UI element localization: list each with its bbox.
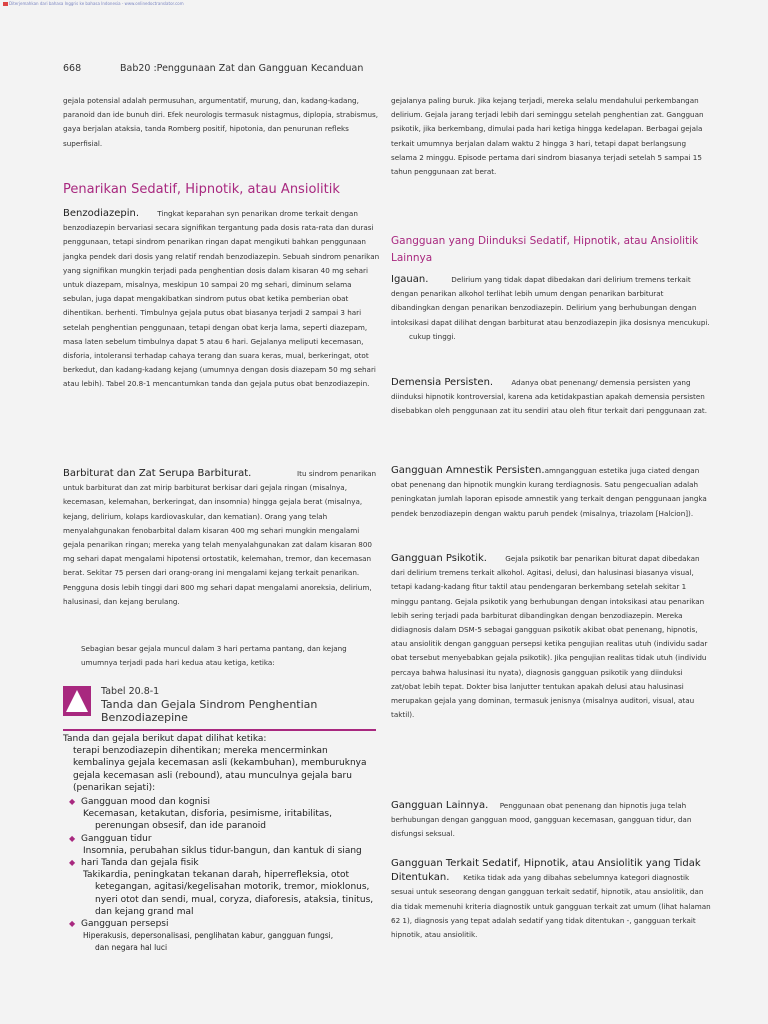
igauan-paragraph: Igauan. Delirium yang tidak dapat dibedakan dari delirium tremens terkait dengan penarikan alkohol terlihat lebih umum dengan penarikan barbiturat dibandingkan dengan penarikan benzodiazepin. Delirium yang berhubungan dengan intoksikasi dapat dilihat dengan barbiturat atau benzodiazepin jika dosisnya mencukupi. cukup tinggi. (391, 273, 711, 344)
table-row: Hiperakusis, depersonalisasi, penglihatan kabur, gangguan fungsi, (83, 931, 334, 941)
table-row: perenungan obsesif, dan ide paranoid (95, 821, 266, 832)
benzo-paragraph (63, 207, 381, 392)
table-row: ◆ Gangguan mood dan kognisi (63, 796, 379, 808)
nos-paragraph: Gangguan Terkait Sedatif, Hipnotik, atau Ansiolitik yang Tidak Ditentukan. Ketika tidak ada yang dibahas sebelumnya kategori diagnostik sesuai untuk seseorang dengan gangguan terkait sedatif, hipnotik, atau ansiolitik, dan dia tidak memenuhi kriteria diagnostik untuk gangguan terkait zat umum (lihat halaman 62 1), diagnosis yang tepat adalah sedatif yang tidak ditentukan -, gangguan terkait hipnotik, atau ansiolitik. (391, 858, 711, 940)
demensia-paragraph: Demensia Persisten. Adanya obat penenang/ demensia persisten yang diinduksi hipnotik kontroversial, karena ada ketidakpastian apakah demensia persisten disebabkan oleh penggunaan zat itu sendiri atau oleh fitur terkait dari penggunaan zat. (391, 377, 707, 416)
right-intro-text: gejalanya paling buruk. Jika kejang terjadi, mereka selalu mendahului perkembangan delirium. Gejala jarang terjadi lebih dari seminggu setelah penghentian zat. Gangguan psikotik, jika berkembang, dimulai pada hari ketiga hingga kedelapan. Berbagai gejala terkait umumnya berjalan dalam waktu 2 hingga 3 hari, tetapi dapat berlangsung selama 2 minggu. Episode pertama dari sindrom biasanya terjadi setelah 5 sampai 15 tahun penggunaan zat berat. (391, 96, 704, 177)
chapter-title: Bab20 :Penggunaan Zat dan Gangguan Kecanduan (120, 63, 364, 74)
nos-runin: Gangguan Terkait Sedatif, Hipnotik, atau Ansiolitik yang Tidak Ditentukan. (391, 858, 701, 884)
table-title: Tanda dan Gejala Sindrom Penghentian Benzodiazepine (101, 698, 318, 724)
table-triangle-icon (63, 686, 91, 716)
bullet-icon: ◆ (69, 797, 76, 807)
barb-text: sindrom penarikan untuk barbiturat dan zat mirip barbiturat berkisar dari gejala ringan (misalnya, kecemasan, kelemahan, berkeringat, dan insomnia) hingga gejala berat (misalnya, kejang, delirium, kolaps kardiovaskular, dan kematian). Orang yang telah menyalahgunakan fenobarbital dalam kisaran 400 mg sehari mungkin mengalami gejala penarikan ringan; mereka yang telah menyalahgunakan zat dalam kisaran 800 mg sehari dapat mengalami hipotensi ortostatik, kelemahan, tremor, dan kecemasan berat. Sekitar 75 persen dari orang-orang ini mengalami kejang terkait penarikan. Pengguna dosis lebih tinggi dari 800 mg sehari dapat mengalami anoreksia, delirium, halusinasi, dan kejang berulang. (63, 469, 377, 606)
lainnya-paragraph: Gangguan Lainnya. Penggunaan obat penenang dan hipnotis juga telah berhubungan dengan gangguan mood, gangguan kecemasan, gangguan tidur, dan disfungsi seksual. (391, 800, 692, 839)
translator-watermark[interactable]: Diterjemahkan dari bahasa Inggris ke bahasa Indonesia - www.onlinedoctranslator.com (3, 1, 184, 6)
barb-runin: Barbiturat dan Zat Serupa Barbiturat. (63, 468, 252, 479)
amnestik-runin: Gangguan Amnestik Persisten. (391, 465, 545, 476)
table-label: Tabel 20.8-1 (101, 686, 160, 697)
left-section-heading (63, 182, 381, 197)
psikotik-runin: Gangguan Psikotik. (391, 553, 487, 564)
bullet-icon: ◆ (69, 833, 76, 843)
bullet-icon: ◆ (69, 858, 76, 868)
right-intro (391, 94, 711, 179)
benzo-runin: Benzodiazepin. (63, 208, 140, 219)
table-row: Takikardia, peningkatan tekanan darah, hiperrefleksia, otot (83, 870, 350, 881)
table-body (63, 733, 379, 955)
table-rule (63, 729, 376, 731)
barb-paragraph (63, 467, 381, 609)
table-row: ◆ Gangguan tidur (63, 833, 379, 845)
table-intro-1: Tanda dan gejala berikut dapat dilihat ketika: (63, 734, 267, 744)
table-row: dan negara hal luci (95, 943, 168, 953)
table-row: Insomnia, perubahan siklus tidur-bangun, dan kantuk di siang (83, 845, 362, 856)
psikotik-paragraph: Gangguan Psikotik. Gejala psikotik bar penarikan biturat dapat dibedakan dari delirium tremens terkait alkohol. Agitasi, delusi, dan halusinasi biasanya visual, tetapi kadang-kadang fitur taktil atau pendengaran berkembang setelah sekitar 1 minggu pantang. Gejala psikotik yang berhubungan dengan intoksikasi atau penarikan lebih sering terjadi pada barbiturat dibandingkan dengan benzodiazepin. Mereka didiagnosis dalam DSM-5 sebagai gangguan psikotik akibat obat penenang, hipnotis, atau ansiolitik dengan gangguan persepsi ketika pengujian realitas utuh (individu sadar obat tersebut menyebabkan gejala psikotik). Jika pengujian realitas tidak utuh (individu percaya bahwa halusinasi itu nyata), diagnosis gangguan psikotik yang diinduksi zat/obat lebih tepat. Dokter bisa lanjutter tentukan apakah delusi atau halusinasi merupakan gejala yang dominan, termasuk jenisnya (misalnya auditori, visual, atau taktil). (391, 553, 708, 720)
barb-paragraph-2 (63, 642, 381, 670)
table-row: ◆ Gangguan persepsi (63, 918, 379, 930)
page-number: 668 (63, 63, 82, 74)
benzo-text: drome terkait dengan benzodiazepin bervariasi secara signifikan tergantung pada dosis rata-rata dan durasi penggunaan, tetapi sindrom penarikan ringan dapat mengikuti bahkan penggunaan jangka pendek dari dosis yang relatif rendah benzodiazepin. Sebuah sindrom penarikan yang signifikan mungkin terjadi pada penghentian dosis dalam kisaran 40 mg sehari untuk diazepam, misalnya, meskipun 10 sampai 20 mg sehari, diminum selama sebulan, juga dapat mengakibatkan sindrom putus obat ketika pemberian obat dihentikan. berhenti. Timbulnya gejala putus obat biasanya terjadi 2 sampai 3 hari setelah penghentian penggunaan, tetapi dengan obat kerja lama, seperti diazepam, masa laten sebelum timbulnya dapat 5 atau 6 hari. Gejalanya meliputi kecemasan, disforia, intoleransi terhadap cahaya terang dan suara keras, mual, berkeringat, otot berkedut, dan kadang-kadang kejang (umumnya dengan dosis diazepam 50 mg sehari atau lebih). Tabel 20.8-1 mencantumkan tanda dan gejala putus obat benzodiazepin. (63, 209, 380, 389)
lainnya-runin: Gangguan Lainnya. (391, 800, 489, 811)
left-intro-text: gejala potensial adalah permusuhan, argumentatif, murung, dan, kadang-kadang, paranoid dan ide bunuh diri. Efek neurologis termasuk nistagmus, diplopia, strabismus, gaya berjalan ataksia, tanda Romberg positif, hipotonia, dan penurunan refleks superfisial. (63, 96, 379, 148)
table-row: ◆ hari Tanda dan gejala fisik (63, 857, 379, 869)
translator-icon (3, 2, 8, 6)
amnestik-paragraph: Gangguan Amnestik Persisten.amngangguan estetika juga ciated dengan obat penenang dan hipnotik mungkin kurang terdiagnosis. Satu pengecualian adalah peningkatan jumlah laporan episode amnestik yang terkait dengan penggunaan jangka pendek benzodiazepin dengan waktu paruh pendek (misalnya, triazolam [Halcion]). (391, 465, 707, 518)
table-row: Kecemasan, ketakutan, disforia, pesimisme, iritabilitas, (83, 809, 332, 820)
bullet-icon: ◆ (69, 919, 76, 929)
igauan-text-2: cukup tinggi. (409, 331, 456, 341)
igauan-runin: Igauan. (391, 274, 429, 285)
barb-first: Itu (297, 469, 307, 478)
demensia-runin: Demensia Persisten. (391, 377, 494, 388)
barb-text-2: Sebagian besar gejala muncul dalam 3 hari pertama pantang, dan kejang umumnya terjadi pada hari kedua atau ketiga, ketika: (81, 644, 347, 668)
left-intro (63, 94, 381, 151)
section-title-withdrawal: Penarikan Sedatif, Hipnotik, atau Ansiolitik (63, 182, 340, 197)
section-title-other-disorders: Gangguan yang Diinduksi Sedatif, Hipnotik, atau Ansiolitik Lainnya (391, 235, 699, 264)
right-section-heading (391, 233, 711, 267)
benzo-first: Tingkat keparahan syn penarikan (157, 209, 278, 218)
table-row: ketegangan, agitasi/kegelisahan motorik, tremor, mioklonus, nyeri otot dan sendi, mual, coryza, diaforesis, ataksia, tinitus, dan kejang grand mal (95, 882, 374, 917)
table-intro-2: terapi benzodiazepin dihentikan; mereka mencerminkan kembalinya gejala kecemasan asli (kekambuhan), memburuknya gejala kecemasan asli (rebound), atau munculnya gejala baru (penarikan sejati): (73, 746, 367, 793)
